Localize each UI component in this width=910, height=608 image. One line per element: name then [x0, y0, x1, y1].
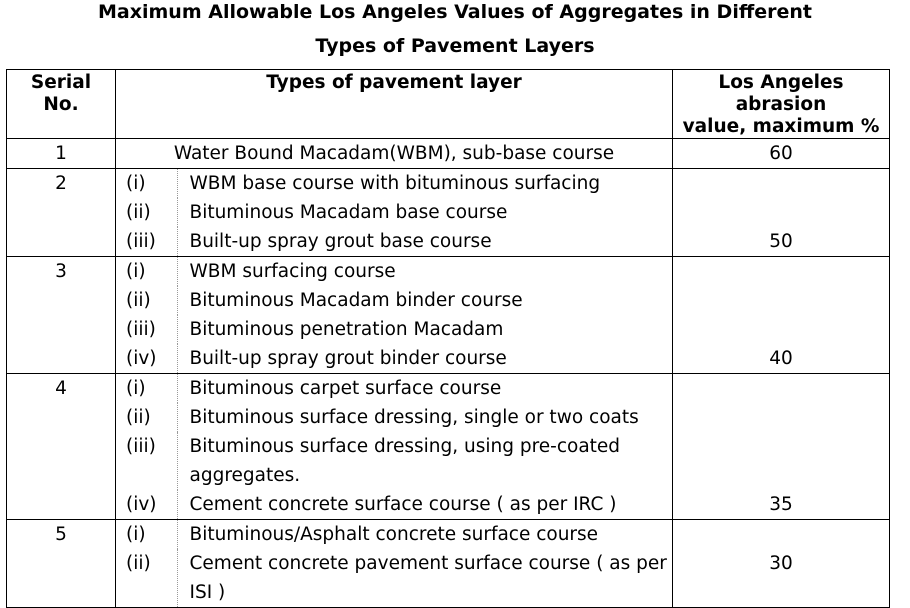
sub-item [116, 169, 672, 198]
value-cell: 35 [673, 374, 890, 520]
sub-item-text: WBM surfacing course [189, 261, 396, 282]
sub-item-number: (ii) [116, 549, 177, 607]
table-title-line-2: Types of Pavement Layers [315, 35, 595, 57]
value-cell: 30 [673, 520, 890, 608]
sub-item-number: (i) [116, 257, 177, 286]
sub-item-text: Cement concrete pavement surface course ( as per ISI ) [189, 553, 667, 603]
layer-cell [116, 520, 673, 608]
table-title-line-1: Maximum Allowable Los Angeles Values of Aggregates in Different [98, 1, 812, 23]
value-cell: 60 [673, 139, 890, 169]
sub-item [116, 198, 672, 227]
layer-cell [116, 257, 673, 374]
sub-item-text: Cement concrete surface course ( as per IRC ) [189, 494, 617, 515]
sub-item-text: WBM base course with bituminous surfacing [189, 173, 601, 194]
sub-item-number: (iv) [116, 344, 177, 373]
sub-item-number: (i) [116, 374, 177, 403]
header-value-line-1: Los Angeles abrasion [718, 72, 844, 115]
header-serial-line-1: Serial [30, 72, 92, 93]
sub-item-text: Bituminous/Asphalt concrete surface course [189, 524, 599, 545]
sub-item-text: Bituminous surface dressing, using pre-coated aggregates. [189, 436, 621, 486]
sub-item [116, 286, 672, 315]
serial-cell: 2 [7, 169, 116, 257]
header-value-line-2: value, maximum % [682, 116, 880, 137]
header-value [673, 70, 890, 139]
value-cell: 50 [673, 169, 890, 257]
sub-item-text: Built-up spray grout binder course [189, 348, 507, 369]
layer-cell: Water Bound Macadam(WBM), sub-base course [116, 139, 673, 169]
serial-cell: 5 [7, 520, 116, 608]
sub-item [116, 520, 672, 549]
header-layer: Types of pavement layer [116, 70, 673, 139]
sub-item-text: Built-up spray grout base course [189, 231, 492, 252]
value-cell: 40 [673, 257, 890, 374]
sub-item-number: (ii) [116, 198, 177, 227]
sub-item [116, 432, 672, 490]
sub-item-number: (iv) [116, 490, 177, 519]
sub-item-number: (i) [116, 169, 177, 198]
sub-item [116, 403, 672, 432]
sub-item-text: Bituminous penetration Macadam [189, 319, 504, 340]
serial-cell: 1 [7, 139, 116, 169]
sub-item [116, 344, 672, 373]
serial-cell: 4 [7, 374, 116, 520]
table-row [7, 520, 890, 608]
table-header-row [7, 70, 890, 139]
table-row [7, 374, 890, 520]
sub-item-text: Bituminous Macadam binder course [189, 290, 523, 311]
sub-item-text: Bituminous surface dressing, single or two coats [189, 407, 639, 428]
sub-item [116, 374, 672, 403]
aggregate-values-table [6, 69, 890, 608]
serial-cell: 3 [7, 257, 116, 374]
sub-item-number: (iii) [116, 315, 177, 344]
sub-item [116, 227, 672, 256]
sub-item [116, 315, 672, 344]
sub-item-number: (iii) [116, 227, 177, 256]
layer-cell [116, 374, 673, 520]
sub-item [116, 490, 672, 519]
header-serial [7, 70, 116, 139]
sub-item-number: (iii) [116, 432, 177, 490]
sub-item-number: (i) [116, 520, 177, 549]
sub-item [116, 549, 672, 607]
header-serial-line-2: No. [43, 94, 79, 115]
sub-item-text: Bituminous Macadam base course [189, 202, 508, 223]
sub-item-number: (ii) [116, 286, 177, 315]
sub-item-number: (ii) [116, 403, 177, 432]
table-row [7, 139, 890, 169]
sub-item-text: Bituminous carpet surface course [189, 378, 502, 399]
layer-cell [116, 169, 673, 257]
table-row [7, 257, 890, 374]
sub-item [116, 257, 672, 286]
table-row [7, 169, 890, 257]
